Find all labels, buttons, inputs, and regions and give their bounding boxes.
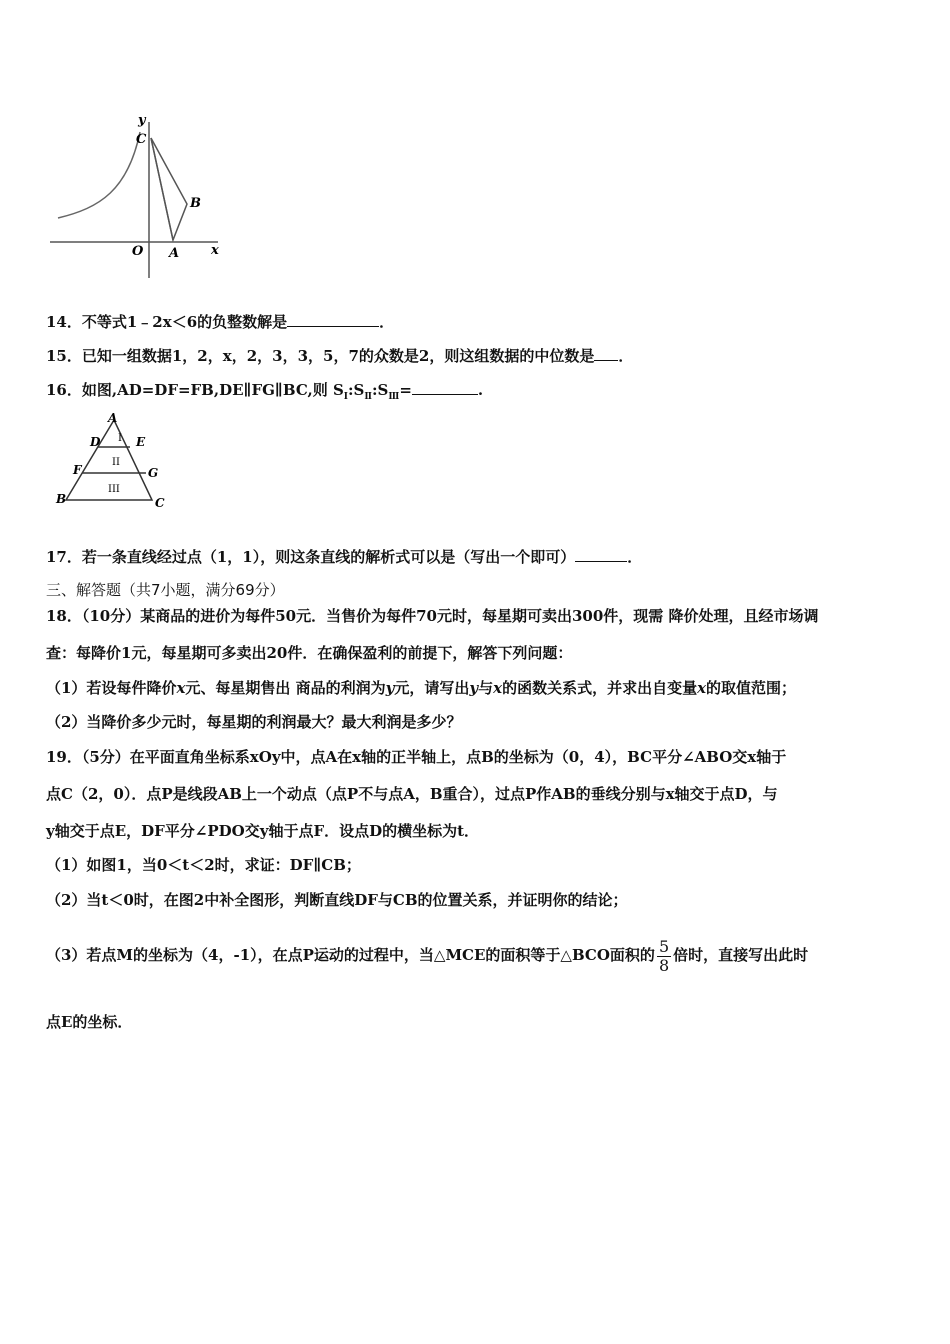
label-x: x [211,243,219,258]
triangle-figure [52,410,172,512]
question-14: 14．不等式1﹣2x＜6的负整数解是 ． [46,313,395,331]
label-e: E [136,435,146,449]
label-d: D [90,435,101,449]
label-b: B [56,492,67,506]
question-17: 17．若一条直线经过点（1，1），则这条直线的解析式可以是（写出一个即可） ． [46,548,643,566]
question-19-line-1: 19．（5分）在平面直角坐标系xOy中，点A在x轴的正半轴上，点B的坐标为（0，4），BC平分∠ABO交x轴于 [46,748,787,766]
answer-blank [287,312,379,327]
question-18-line-2: 查：每降价1元，每星期可多卖出20件．在确保盈利的前提下，解答下列问题： [46,644,573,662]
label-a: A [108,411,118,425]
question-19-part-2: （2）当t＜0时，在图2中补全图形，判断直线DF与CB的位置关系，并证明你的结论； [46,891,628,909]
question-16: 16．如图,AD=DF=FB,DE∥FG∥BC,则 $S_Ⅰ:S_Ⅱ:S_Ⅲ=$ . [46,381,484,402]
region-2-label: II [112,457,120,468]
question-18-part-1: （1）若设每件降价x元、每星期售出 商品的利润为y元，请写出y与x的函数关系式，并求出自变量x的取值范围； [46,679,797,697]
label-g: G [148,466,159,480]
answer-blank [575,547,627,562]
segment-ca [151,138,173,240]
label-b: B [190,196,201,211]
label-a: A [169,246,180,261]
question-15: 15．已知一组数据1，2，x，2，3，3，5，7的众数是2，则这组数据的中位数是 ． [46,347,634,365]
label-o: O [132,244,144,259]
question-19-part-1: （1）如图1，当0＜t＜2时，求证：DF∥CB； [46,856,361,874]
section-heading: 三、解答题（共7小题，满分69分） [46,581,285,599]
answer-blank [594,346,618,361]
question-19-line-2: 点C（2，0）．点P是线段AB上一个动点（点P不与点A，B重合），过点P作AB的垂线分别与x轴交于点D，与 [46,785,778,803]
label-c: C [155,496,165,510]
coordinate-graph-figure [40,110,240,280]
question-19-part-3-continued: 点E的坐标． [46,1013,133,1031]
question-19-part-3: （3）若点M的坐标为（4，-1），在点P运动的过程中，当△MCE的面积等于△BCO面积的 $\frac{5}{8}$ 倍时，直接写出此时 [46,936,809,975]
label-f: F [73,463,82,477]
region-1-label: I [118,433,122,444]
fraction-5-8: $\frac{5}{8}$ [658,936,670,975]
curve [58,132,140,218]
question-18-part-2: （2）当降价多少元时，每星期的利润最大？最大利润是多少？ [46,713,462,731]
answer-blank [412,380,478,395]
question-19-line-3: y轴交于点E，DF平分∠PDO交y轴于点F．设点D的横坐标为t． [46,822,480,840]
region-3-label: III [108,484,120,495]
label-c: C [136,132,147,147]
label-y: y [138,113,146,128]
question-18-line-1: 18．（10分）某商品的进价为每件50元．当售价为每件70元时，每星期可卖出300件，现需 降价处理，且经市场调 [46,607,819,625]
